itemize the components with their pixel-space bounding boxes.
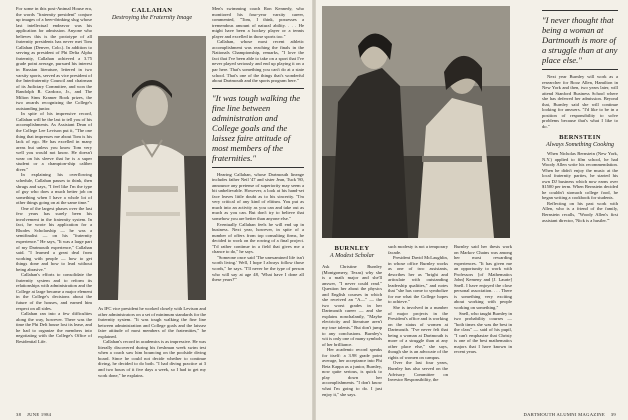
paragraph: Burnley said her thesis work on Markov Chains was among her most rewarding experiences. "It has given me an opportunity to work with Professors [of Mathematics John] Kemeny and [J. Laurie] Snell. I have enjoyed the close personal association. . . . There is something very exciting about working with people working on something." xyxy=(454,244,512,311)
callahan-photo-image xyxy=(98,36,206,300)
paragraph: One of the largest phases over the last few years has surely been his involvement in the fraternity system. In fact, he wrote his application for a Rhodes Scholarship — he was a semifinalist — on his "fraternity experience." He says, "It was a large part of my Dartmouth experience," Callahan said. "I learned a great deal from working with people — how to get things done and how to lead without being abrasive." xyxy=(16,205,92,272)
pull-quote: "I never thought that being a woman at Dartmouth is more of a struggle than at any place else." xyxy=(542,10,618,70)
paragraph: When Nicholas Bernstein (New York, N.Y.) applied to film school, he had Woody Allen write his recommendation. When he didn't enjoy the music at the local fraternity parties, he started his own DJ business which now earns over $1500 per term. When Bernstein decided he couldn't stomach college food, he began writing a cookbook for students. xyxy=(542,151,618,201)
section-subheading: A Modest Scholar xyxy=(329,251,375,259)
column-5 xyxy=(388,244,448,404)
paragraph: She is involved in a number of major projects in the President's office and is working on the status of women at Dartmouth. "I've never felt that being a woman at Dartmouth is more of a struggle than at any other place else," she says, though she is an advocate of the rights of women on campus. xyxy=(388,305,448,360)
issue-date: JUNE 1984 xyxy=(27,412,52,417)
section-heading: BERNSTEIN xyxy=(559,134,601,142)
section-subheading: Always Something Cooking xyxy=(545,141,615,149)
paragraph: Callahan's record in academics is as impressive. He was literally discovered during his freshman week swim test when a coach saw him bouncing on the poolside diving board. Since he could not decide whether to continue diving, he decided to do both. "I had diving practice at 3 and two hours of it five days a week, so I had to get my work done," he explains. xyxy=(98,339,206,378)
paragraph: Eventually Callahan feels he will end up in business. Next year, however, in spite of a number of offers from top consulting firms, he decided to work on the rowing of a final project. "I'd rather continue in a field that gives me a chance to do," he says. xyxy=(212,221,304,255)
paragraph: Snell, who taught Burnley in two probability courses — "both times she was the best in the class" — said of his pupil, "I can't emphasize that Christy is one of the best mathematics majors that I have known in recent years. xyxy=(454,310,512,355)
paragraph: such modesty is not a temporary facade. xyxy=(388,244,448,255)
paragraph: As IFC vice president he worked closely with Levison and other administrators on a set of minimum standards for the fraternity system. "It was tough walking the fine line between administration and College goals and the laissez faire attitude of most members of the fraternities," he explained. xyxy=(98,306,206,339)
page-number: 38 xyxy=(16,412,22,417)
section-heading: BURNLEY xyxy=(334,245,370,252)
paragraph: In explaining his overflowing schedule, Callahan pauses to think, then shrugs and says, "I feel like I'm the type of guy who does a much better job on something when I have a whole lot of other things going on at the same time." xyxy=(16,172,92,206)
column-4 xyxy=(322,264,382,404)
section-subheading: Destroying the Fraternity Image xyxy=(111,13,193,21)
paragraph: Her academic record speaks for itself: a 3.98 grade point average, her acceptance into Phi Beta Kappa as a junior, Burnley, now quite serious, is quick to play down her accomplishments. "I don't know what I'm going to do. I just enjoy it," she says. xyxy=(322,347,382,397)
column-6-committee xyxy=(476,6,536,238)
paragraph: "Someone once said 'The unexamined life isn't worth living.' Well, I hope I always follow those words," he says. "I'll never be the type of person who will say at age 48, 'What have I done all these years?'" xyxy=(212,254,304,283)
paragraph: Callahan's efforts to consolidate the fraternity system and to reform its relationships with administration and the College at large became a major element in the College's decisions about the future of the houses, and earned him respect on all sides. xyxy=(16,272,92,311)
column-6 xyxy=(454,244,512,404)
paragraph: Callahan ran into a few difficulties along the way, however. There was the time the Phi Delt house lost its lease, and he had to organize the members into negotiating with the College's Office of Residential Life. xyxy=(16,311,92,344)
paragraph: For some in this post-Animal House era, the words "fraternity president" conjure up images of a beer-drinking slug whose last intellectual endeavor was his application for admission. Anyone who believes this is the prototype of all fraternity presidents has never met Tom Callahan (Denver, Colo.). In addition to serving as president of Phi Delta Alpha fraternity, Callahan achieved a 3.75 grade point average, pursued his interest in Russian literature, lettered in two varsity sports, served as vice president of the Interfraternity Council and chairman of its Judiciary Committee, and won the Randolph R. Cardozo, Jr., and The Milton Sims Kramer Book prizes, the two awards recognizing the College's outstanding junior. xyxy=(16,6,92,111)
paragraph: Ask Christine Burnley (Montgomery, Texas) why she is a math major and she'll answer, "I never could read." Question her about the physics and English courses in which she received an "A—" — the two worst grades in her Dartmouth career — and she explains nonchalantly, "Maybe electricity and literature aren't my true talents." But don't jump to any conclusions. Burnley's wit is only one of many symbols of her brilliance. xyxy=(322,264,382,347)
section-heading: CALLAHAN xyxy=(131,7,173,14)
page-number: 39 xyxy=(610,412,616,417)
burnley-heading-block xyxy=(322,244,382,264)
paragraph: In spite of his impressive record, Callahan will be the last to tell you of his accomplishments. As Assistant Dean of the College Lee Levison put it, "The one thing that impresses me about Tom is his lack of ego. He has excelled in many areas but unless you know Tom very well you would not know. He doesn't wear on his sleeve that he is a super student or a champion-ship caliber diver." xyxy=(16,111,92,172)
column-3 xyxy=(212,6,304,406)
paragraph: Next year Burnley will work as a researcher for Booz Allen, Hamilton in New York and then, two years later, will attend Stanford Business School where she has deferred her admission. Beyond that, Burnley said she will continue looking for answers. "I'd like to be in a position of responsibility to solve problems because that's what I like to do." xyxy=(542,74,618,129)
column-7 xyxy=(542,6,618,406)
callahan-photo xyxy=(98,36,206,300)
column-2 xyxy=(98,306,206,402)
pull-quote: "It was tough walking the fine line between administration and College goals and the laissez faire attitude of most members of the fraternities." xyxy=(212,88,304,168)
folio-left xyxy=(16,412,51,417)
paragraph: Callahan, whose most recent athletic accomplishment was reaching the finals in the Nationals Championship, remarks, "I love the fact that I've been able to take on a sport that I've never played seriously and end up playing it on a par here. That's something you can't do at a state school. That's one of the things that's wonderful about Dartmouth and the sports program here." xyxy=(212,39,304,84)
magazine-name: DARTMOUTH ALUMNI MAGAZINE xyxy=(523,412,605,417)
column-1 xyxy=(16,6,92,406)
paragraph: Reflecting on his past work with Allen, who is a friend of the family, Bernstein recalls, "Woody Allen's first assistant director, 'Nick is a hustler.'" xyxy=(542,200,618,223)
paragraph: Men's swimming coach Ron Kennedy, who monitored his four-year varsity career, commented, "Tom, I think, possesses a tremendous amount of natural ability. . . . He might have been a hockey player or a tennis player and excelled in those sports too." xyxy=(212,6,304,39)
paragraph: Over the last four years, Burnley has also served on the Advisory Committee on Investor Responsibility, the xyxy=(388,360,448,383)
paragraph: President David McLaughlin, in whose office Burnley works as one of two assistants, describes her as "bright and articulate with outstanding leadership qualities," and notes that "she has come to symbolize for me what the College hopes to achieve." xyxy=(388,255,448,305)
folio-right xyxy=(524,412,616,417)
paragraph: Hearing Callahan, whose Dartmouth lineage includes father Neil '47 and sister Jean, Tuck '80, announce any pretense of superiority may seem a bit unbelievable. However, a look at his hand-set face leaves little doubt as to his sincerity. "I'm very critical of any kind of elitism. You put as much into an activity as you can and take out as much as you can. But don't try to believe that somehow you are better than anyone else." xyxy=(212,171,304,222)
page-gutter xyxy=(312,0,316,420)
